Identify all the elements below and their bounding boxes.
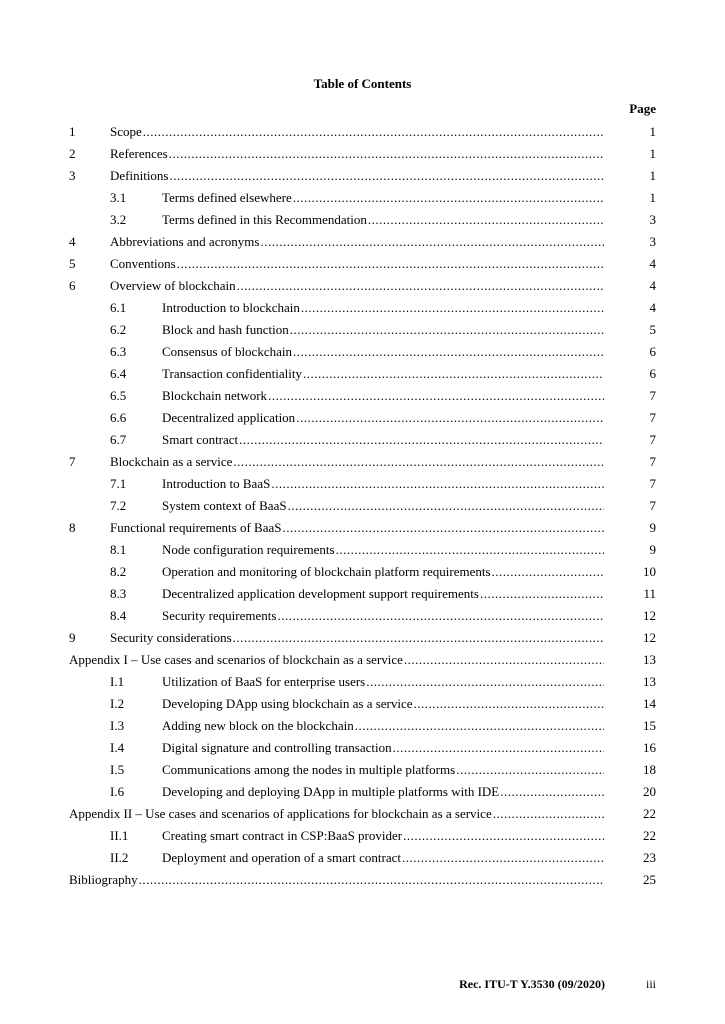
toc-entry-title[interactable]	[110, 255, 604, 273]
toc-entry-page: 5	[649, 322, 656, 337]
toc-entry-number: II.2	[110, 850, 129, 865]
toc-entry-number: I.3	[110, 718, 125, 733]
toc-entry-page: 9	[649, 542, 656, 557]
toc-entry-number: 9	[69, 630, 76, 645]
toc-entry-number: 8.4	[110, 608, 127, 623]
toc-entry-number: 8.1	[110, 542, 127, 557]
toc-entry-page: 3	[649, 212, 656, 227]
dot-leader	[139, 871, 604, 889]
toc-entry-page: 6	[649, 344, 656, 359]
dot-leader	[233, 629, 604, 647]
toc-entry-title[interactable]	[162, 739, 604, 757]
toc-entry-page: 6	[649, 366, 656, 381]
toc-entry-number: 6.5	[110, 388, 127, 403]
toc-entry-title-text: Digital signature and controlling transaction	[162, 740, 392, 755]
toc-entry-title-text: Overview of blockchain	[110, 278, 236, 293]
toc-entry-number: 8	[69, 520, 76, 535]
toc-entry-title-text: Appendix I – Use cases and scenarios of blockchain as a service	[69, 652, 403, 667]
toc-entry-page: 12	[643, 608, 656, 623]
dot-leader	[260, 233, 604, 251]
toc-entry-page: 22	[643, 828, 656, 843]
toc-entry-number: 6.6	[110, 410, 127, 425]
dot-leader	[355, 717, 604, 735]
toc-entry-page: 3	[649, 234, 656, 249]
toc-entry-title-text: Blockchain as a service	[110, 454, 233, 469]
toc-entry-title-text: Operation and monitoring of blockchain platform requirements	[162, 564, 491, 579]
toc-entry-page: 1	[649, 190, 656, 205]
toc-entry-title[interactable]	[110, 519, 604, 537]
toc-entry-page: 16	[643, 740, 656, 755]
toc-entry[interactable]	[0, 585, 725, 607]
toc-entry-page: 9	[649, 520, 656, 535]
toc-entry-title-text: Appendix II – Use cases and scenarios of applications for blockchain as a service	[69, 806, 492, 821]
toc-entry[interactable]	[0, 409, 725, 431]
dot-leader	[170, 167, 605, 185]
toc-entry-title-text: Blockchain network	[162, 388, 268, 403]
toc-heading: Table of Contents	[313, 76, 412, 91]
toc-entry-title[interactable]	[162, 607, 604, 625]
toc-entry[interactable]	[0, 695, 725, 717]
dot-leader	[296, 409, 604, 427]
toc-entry-title[interactable]	[162, 585, 604, 603]
toc-entry[interactable]	[0, 431, 725, 453]
toc-entry-page: 4	[649, 278, 656, 293]
toc-entry-page: 15	[643, 718, 656, 733]
toc-entry-number: 6.3	[110, 344, 127, 359]
toc-entry[interactable]	[0, 871, 725, 893]
toc-entry-title-text: Bibliography	[69, 872, 138, 887]
toc-entry-number: 8.3	[110, 586, 127, 601]
dot-leader	[368, 211, 604, 229]
toc-entry-number: 7	[69, 454, 76, 469]
dot-leader	[237, 277, 604, 295]
toc-entry[interactable]	[0, 849, 725, 871]
toc-entry[interactable]	[0, 673, 725, 695]
toc-entry-title-text: Developing DApp using blockchain as a service	[162, 696, 413, 711]
toc-entry[interactable]	[0, 739, 725, 761]
toc-entry-number: 2	[69, 146, 76, 161]
toc-entry[interactable]	[0, 211, 725, 233]
toc-entry-title-text: Security considerations	[110, 630, 232, 645]
dot-leader	[239, 431, 604, 449]
toc-entry-page: 13	[643, 652, 656, 667]
toc-entry[interactable]	[0, 629, 725, 651]
toc-entry-page: 1	[649, 146, 656, 161]
toc-entry-page: 1	[649, 168, 656, 183]
toc-entry-page: 14	[643, 696, 656, 711]
toc-entry[interactable]	[0, 277, 725, 299]
toc-entry[interactable]	[0, 365, 725, 387]
toc-entry-title-text: Communications among the nodes in multiple platforms	[162, 762, 456, 777]
toc-entry[interactable]	[0, 123, 725, 145]
toc-entry-number: 3.1	[110, 190, 127, 205]
toc-entry-page: 1	[649, 124, 656, 139]
toc-entry-title-text: Block and hash function	[162, 322, 289, 337]
toc-entry-title-text: Decentralized application development support requirements	[162, 586, 479, 601]
dot-leader	[404, 651, 604, 669]
toc-entry-number: 6.4	[110, 366, 127, 381]
toc-entry-title-text: Definitions	[110, 168, 169, 183]
toc-entry[interactable]	[0, 563, 725, 585]
toc-entry-number: I.2	[110, 696, 125, 711]
toc-entry-page: 23	[643, 850, 656, 865]
toc-entry-number: I.1	[110, 674, 125, 689]
toc-entry-page: 7	[649, 410, 656, 425]
page-column-header: Page	[629, 101, 656, 116]
toc-entry-title[interactable]	[162, 541, 604, 559]
toc-entry[interactable]	[0, 299, 725, 321]
dot-leader	[143, 123, 604, 141]
toc-entry-number: 3.2	[110, 212, 127, 227]
dot-leader	[233, 453, 604, 471]
toc-entry[interactable]	[0, 827, 725, 849]
toc-entry-title[interactable]	[162, 299, 604, 317]
toc-entry-page: 20	[643, 784, 656, 799]
dot-leader	[290, 321, 604, 339]
toc-entry-title[interactable]	[110, 233, 604, 251]
toc-entry-title[interactable]	[162, 761, 604, 779]
toc-entry-page: 7	[649, 476, 656, 491]
toc-entry-page: 4	[649, 300, 656, 315]
toc-entry[interactable]	[0, 167, 725, 189]
toc-entry[interactable]	[0, 453, 725, 475]
toc-entry-title[interactable]	[162, 409, 604, 427]
toc-entry[interactable]	[0, 717, 725, 739]
toc-entry-title-text: Smart contract	[162, 432, 239, 447]
toc-entry-page: 22	[643, 806, 656, 821]
dot-leader	[177, 255, 604, 273]
toc-entry-title-text: Functional requirements of BaaS	[110, 520, 282, 535]
toc-list	[0, 123, 725, 893]
toc-entry-title-text: Adding new block on the blockchain	[162, 718, 354, 733]
toc-entry-title-text: Introduction to BaaS	[162, 476, 271, 491]
toc-entry-number: 6	[69, 278, 76, 293]
toc-entry-title[interactable]	[110, 629, 604, 647]
dot-leader	[277, 607, 604, 625]
toc-entry[interactable]	[0, 321, 725, 343]
toc-entry-number: 4	[69, 234, 76, 249]
toc-entry-number: I.4	[110, 740, 125, 755]
toc-entry-page: 10	[643, 564, 656, 579]
toc-entry-title[interactable]	[110, 453, 604, 471]
toc-entry-title[interactable]	[110, 167, 604, 185]
dot-leader	[414, 695, 604, 713]
toc-entry-number: 6.2	[110, 322, 127, 337]
toc-entry[interactable]	[0, 519, 725, 541]
dot-leader	[403, 827, 604, 845]
dot-leader	[500, 783, 604, 801]
toc-entry-title[interactable]	[110, 123, 604, 141]
toc-entry-title-text: Transaction confidentiality	[162, 366, 302, 381]
toc-entry-page: 11	[643, 586, 656, 601]
toc-entry-title[interactable]	[162, 387, 604, 405]
dot-leader	[303, 365, 604, 383]
toc-entry-title-text: Node configuration requirements	[162, 542, 335, 557]
toc-entry-title[interactable]	[162, 673, 604, 691]
toc-entry[interactable]	[0, 541, 725, 563]
toc-entry-number: II.1	[110, 828, 129, 843]
toc-entry-page: 7	[649, 432, 656, 447]
toc-entry-title-text: System context of BaaS	[162, 498, 287, 513]
toc-entry[interactable]	[0, 189, 725, 211]
toc-entry-title[interactable]	[162, 189, 604, 207]
dot-leader	[492, 563, 604, 581]
dot-leader	[366, 673, 604, 691]
dot-leader	[293, 343, 604, 361]
toc-entry-title-text: Consensus of blockchain	[162, 344, 292, 359]
toc-entry-page: 18	[643, 762, 656, 777]
dot-leader	[456, 761, 604, 779]
dot-leader	[402, 849, 604, 867]
toc-entry-title-text: Developing and deploying DApp in multiple platforms with IDE	[162, 784, 500, 799]
toc-entry-title[interactable]	[110, 145, 604, 163]
toc-entry-title[interactable]	[162, 343, 604, 361]
toc-entry-title-text: Terms defined in this Recommendation	[162, 212, 367, 227]
toc-entry[interactable]	[0, 607, 725, 629]
toc-entry[interactable]	[0, 255, 725, 277]
toc-entry-title-text: Conventions	[110, 256, 176, 271]
toc-entry-title-text: References	[110, 146, 168, 161]
dot-leader	[169, 145, 604, 163]
toc-entry-page: 13	[643, 674, 656, 689]
toc-entry-title-text: Creating smart contract in CSP:BaaS provider	[162, 828, 403, 843]
toc-entry-title-text: Deployment and operation of a smart contract	[162, 850, 401, 865]
toc-entry-title[interactable]	[162, 849, 604, 867]
toc-entry-number: I.5	[110, 762, 125, 777]
toc-entry[interactable]	[0, 475, 725, 497]
toc-entry[interactable]	[0, 497, 725, 519]
dot-leader	[268, 387, 604, 405]
dot-leader	[301, 299, 604, 317]
toc-entry-title-text: Security requirements	[162, 608, 277, 623]
dot-leader	[336, 541, 604, 559]
toc-entry-title[interactable]	[162, 783, 604, 801]
dot-leader	[493, 805, 604, 823]
toc-entry[interactable]	[0, 233, 725, 255]
toc-entry[interactable]	[0, 783, 725, 805]
toc-entry-page: 7	[649, 454, 656, 469]
toc-entry-title[interactable]	[69, 871, 604, 889]
toc-entry-title[interactable]	[162, 717, 604, 735]
toc-entry-page: 7	[649, 388, 656, 403]
toc-entry-page: 7	[649, 498, 656, 513]
toc-entry-title[interactable]	[69, 651, 604, 669]
footer-page-number: iii	[645, 977, 656, 991]
dot-leader	[288, 497, 604, 515]
toc-entry-title[interactable]	[162, 321, 604, 339]
dot-leader	[480, 585, 604, 603]
toc-entry-title-text: Utilization of BaaS for enterprise users	[162, 674, 366, 689]
toc-entry-title[interactable]	[162, 563, 604, 581]
toc-entry-number: 6.7	[110, 432, 127, 447]
toc-entry-title[interactable]	[162, 431, 604, 449]
dot-leader	[271, 475, 604, 493]
toc-entry-number: 1	[69, 124, 76, 139]
toc-entry-title-text: Abbreviations and acronyms	[110, 234, 260, 249]
toc-entry[interactable]	[0, 761, 725, 783]
toc-entry[interactable]	[0, 387, 725, 409]
toc-entry-number: 6.1	[110, 300, 127, 315]
toc-entry[interactable]	[0, 343, 725, 365]
toc-entry[interactable]	[0, 651, 725, 673]
toc-entry-number: 8.2	[110, 564, 127, 579]
toc-entry-title-text: Introduction to blockchain	[162, 300, 300, 315]
toc-entry[interactable]	[0, 805, 725, 827]
toc-entry-title-text: Decentralized application	[162, 410, 296, 425]
toc-entry-number: 7.2	[110, 498, 127, 513]
toc-entry-title[interactable]	[162, 827, 604, 845]
toc-entry-title[interactable]	[162, 211, 604, 229]
dot-leader	[283, 519, 605, 537]
toc-entry-title[interactable]	[162, 497, 604, 515]
toc-entry-title[interactable]	[69, 805, 604, 823]
toc-entry-number: I.6	[110, 784, 125, 799]
toc-entry-title[interactable]	[110, 277, 604, 295]
toc-entry-page: 4	[649, 256, 656, 271]
toc-entry-number: 3	[69, 168, 76, 183]
toc-entry-page: 12	[643, 630, 656, 645]
toc-entry-title[interactable]	[162, 365, 604, 383]
dot-leader	[293, 189, 604, 207]
toc-entry-number: 7.1	[110, 476, 127, 491]
toc-entry-number: 5	[69, 256, 76, 271]
toc-entry-title-text: Terms defined elsewhere	[162, 190, 292, 205]
dot-leader	[393, 739, 604, 757]
recommendation-id: Rec. ITU-T Y.3530 (09/2020)	[459, 977, 605, 991]
toc-entry-title[interactable]	[162, 695, 604, 713]
toc-entry-page: 25	[643, 872, 656, 887]
toc-entry[interactable]	[0, 145, 725, 167]
toc-entry-title[interactable]	[162, 475, 604, 493]
toc-entry-title-text: Scope	[110, 124, 142, 139]
